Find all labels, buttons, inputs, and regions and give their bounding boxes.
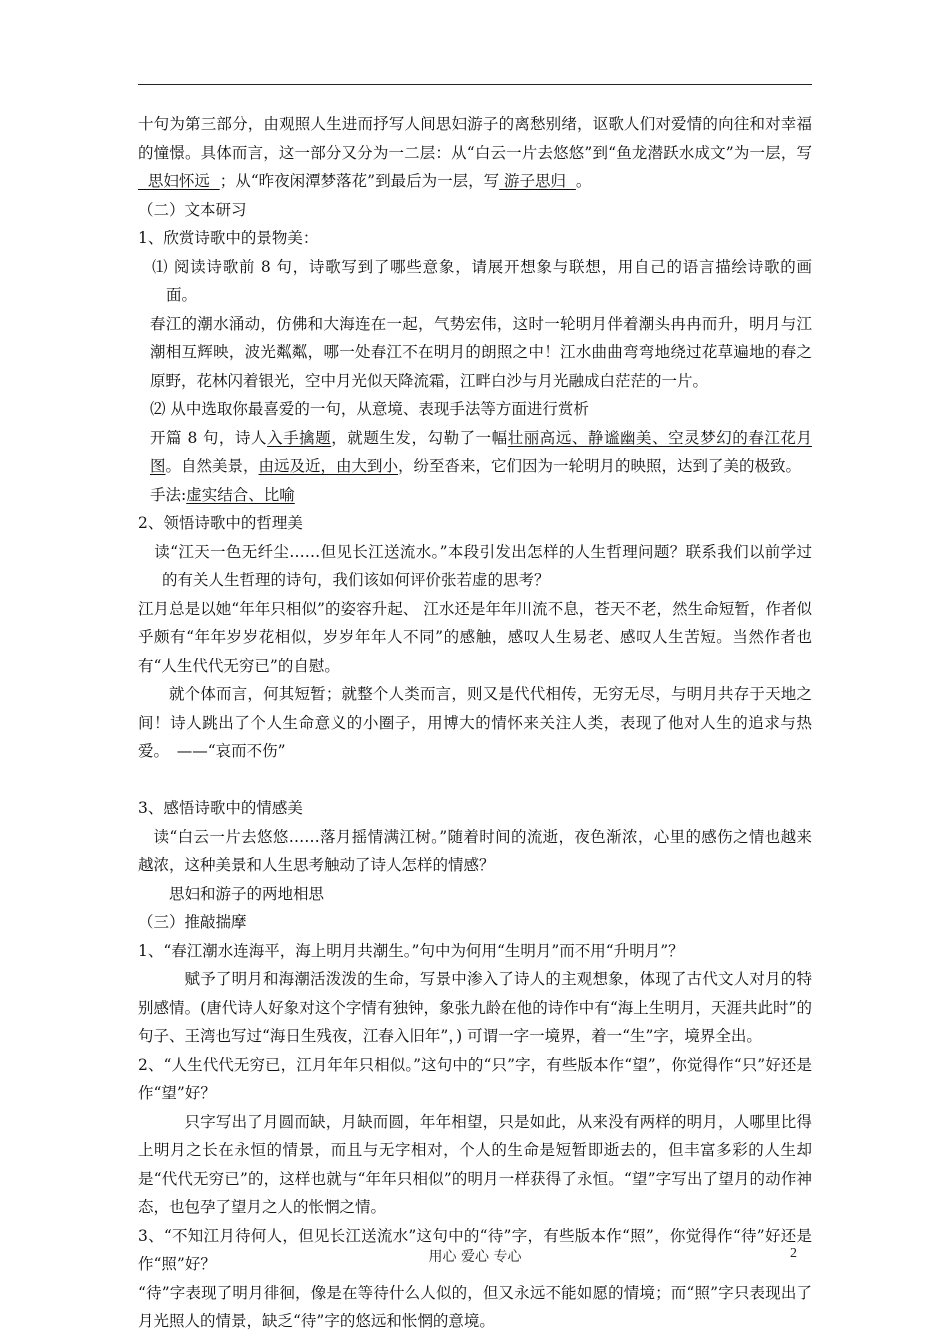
document-body bbox=[138, 110, 812, 1336]
sub-question-2: ⑵ 从中选取你最喜爱的一句，从意境、表现手法等方面进行赏析 bbox=[150, 400, 589, 418]
blank-answer-2: 游子思归 bbox=[499, 172, 576, 190]
question-emotion: 读“白云一片去悠悠……落月摇情满江树。”随着时间的流逝，夜色渐浓，心里的感伤之情也越来越浓，这种美景和人生思考触动了诗人怎样的情感？ bbox=[138, 827, 812, 874]
answer-emotion: 思妇和游子的两地相思 bbox=[169, 884, 325, 903]
deliberation-answer-3: “待”字表现了明月徘徊，像是在等待什么人似的，但又永远不能如愿的情境；而“照”字只表现出了月光照人的情景，缺乏“待”字的悠远和怅惘的意境。 bbox=[138, 1283, 812, 1330]
sub-answer-2: 开篇 8 句，诗人入手擒题，就题生发，勾勒了一幅壮丽高远、静谧幽美、空灵梦幻的春江花月图。自然美景，由远及近，由大到小，纷至沓来，它们因为一轮明月的映照，达到了美的极致。 bbox=[150, 428, 812, 475]
sub-answer-1: 春江的潮水涌动，仿佛和大海连在一起，气势宏伟，这时一轮明月伴着潮头冉冉而升，明月与江潮相互辉映，波光粼粼，哪一处春江不在明月的朗照之中！江水曲曲弯弯地绕过花草遍地的春之原野，花林闪着银光，空中月光似天降流霜，江畔白沙与月光融成白茫茫的一片。 bbox=[150, 314, 812, 390]
blank-answer-1: 思妇怀远 bbox=[138, 172, 220, 190]
page-footer: 用心 爱心 专心 bbox=[428, 1249, 522, 1265]
deliberation-question-1: 1、“春江潮水连海平，海上明月共潮生。”句中为何用“生明月”而不用“升明月”？ bbox=[138, 941, 684, 960]
answer-philosophy-1: 江月总是以她“年年只相似”的姿容升起、 江水还是年年川流不息，苍天不老，然生命短暂，作者似乎颇有“年年岁岁花相似，岁岁年年人不同”的感触，感叹人生易老、感叹人生苦短。当然作者也有“人生代代无穷已”的自慰。 bbox=[138, 599, 812, 675]
page-number: 2 bbox=[790, 1246, 797, 1261]
sub-question-1: ⑴ 阅读诗歌前 8 句，诗歌写到了哪些意象，请展开想象与联想，用自己的语言描绘诗歌的画面。 bbox=[152, 257, 812, 304]
section-heading-text-study: （二）文本研习 bbox=[138, 200, 247, 219]
section-heading-deliberation: （三）推敲揣摩 bbox=[138, 913, 247, 931]
deliberation-answer-2: 只字写出了月圆而缺，月缺而圆，年年相望，只是如此，从来没有两样的明月，人哪里比得上明月之长在永恒的情景，而且与无字相对，个人的生命是短暂即逝去的，但丰富多彩的人生却是“代代无穷已”的，这样也就与“年年只相似”的明月一样获得了永恒。“望”字写出了望月的动作神态，也包孕了望月之人的怅惘之情。 bbox=[138, 1112, 812, 1216]
deliberation-question-2: 2、“人生代代无穷已，江月年年只相似。”这句中的“只”字，有些版本作“望”，你觉得作“只”好还是作“望”好？ bbox=[138, 1055, 812, 1102]
sub-answer-method: 手法:虚实结合、比喻 bbox=[150, 485, 295, 504]
question-philosophy: 读“江天一色无纤尘……但见长江送流水。”本段引发出怎样的人生哲理问题？联系我们以前学过的有关人生哲理的诗句，我们该如何评价张若虚的思考？ bbox=[154, 542, 812, 589]
deliberation-answer-1: 赋予了明月和海潮活泼泼的生命，写景中渗入了诗人的主观想象，体现了古代文人对月的特别感情。(唐代诗人好象对这个字情有独钟，象张九龄在他的诗作中有“海上生明月，天涯共此时”的句子、王湾也写过“海日生残夜，江春入旧年”，) 可谓一字一境界，着一“生”字，境界全出。 bbox=[138, 970, 812, 1045]
answer-philosophy-2: 就个体而言，何其短暂；就整个人类而言，则又是代代相传，无穷无尽，与明月共存于天地之间！诗人跳出了个人生命意义的小圈子，用博大的情怀来关注人类，表现了他对人生的追求与热爱。 ——“哀而不伤” bbox=[138, 685, 812, 760]
paragraph-part-three: 十句为第三部分，由观照人生进而抒写人间思妇游子的离愁别绪，讴歌人们对爱情的向往和对幸福的憧憬。具体而言，这一部分又分为一二层：从“白云一片去悠悠”到“鱼龙潜跃水成文”为一层，写 思妇怀远 ；从“昨夜闲潭梦落花”到最后为一层，写 游子思归 。 bbox=[138, 115, 812, 190]
spacer bbox=[138, 766, 812, 795]
header-rule bbox=[138, 84, 812, 85]
question-heading-scenery: 1、欣赏诗歌中的景物美： bbox=[138, 229, 319, 247]
question-heading-emotion: 3、感悟诗歌中的情感美 bbox=[138, 799, 303, 817]
deliberation-question-3: 3、“不知江月待何人，但见长江送流水”这句中的“待”字，有些版本作“照”，你觉得作“待”好还是作“照”好？ bbox=[138, 1226, 812, 1273]
question-heading-philosophy: 2、领悟诗歌中的哲理美 bbox=[138, 514, 303, 532]
